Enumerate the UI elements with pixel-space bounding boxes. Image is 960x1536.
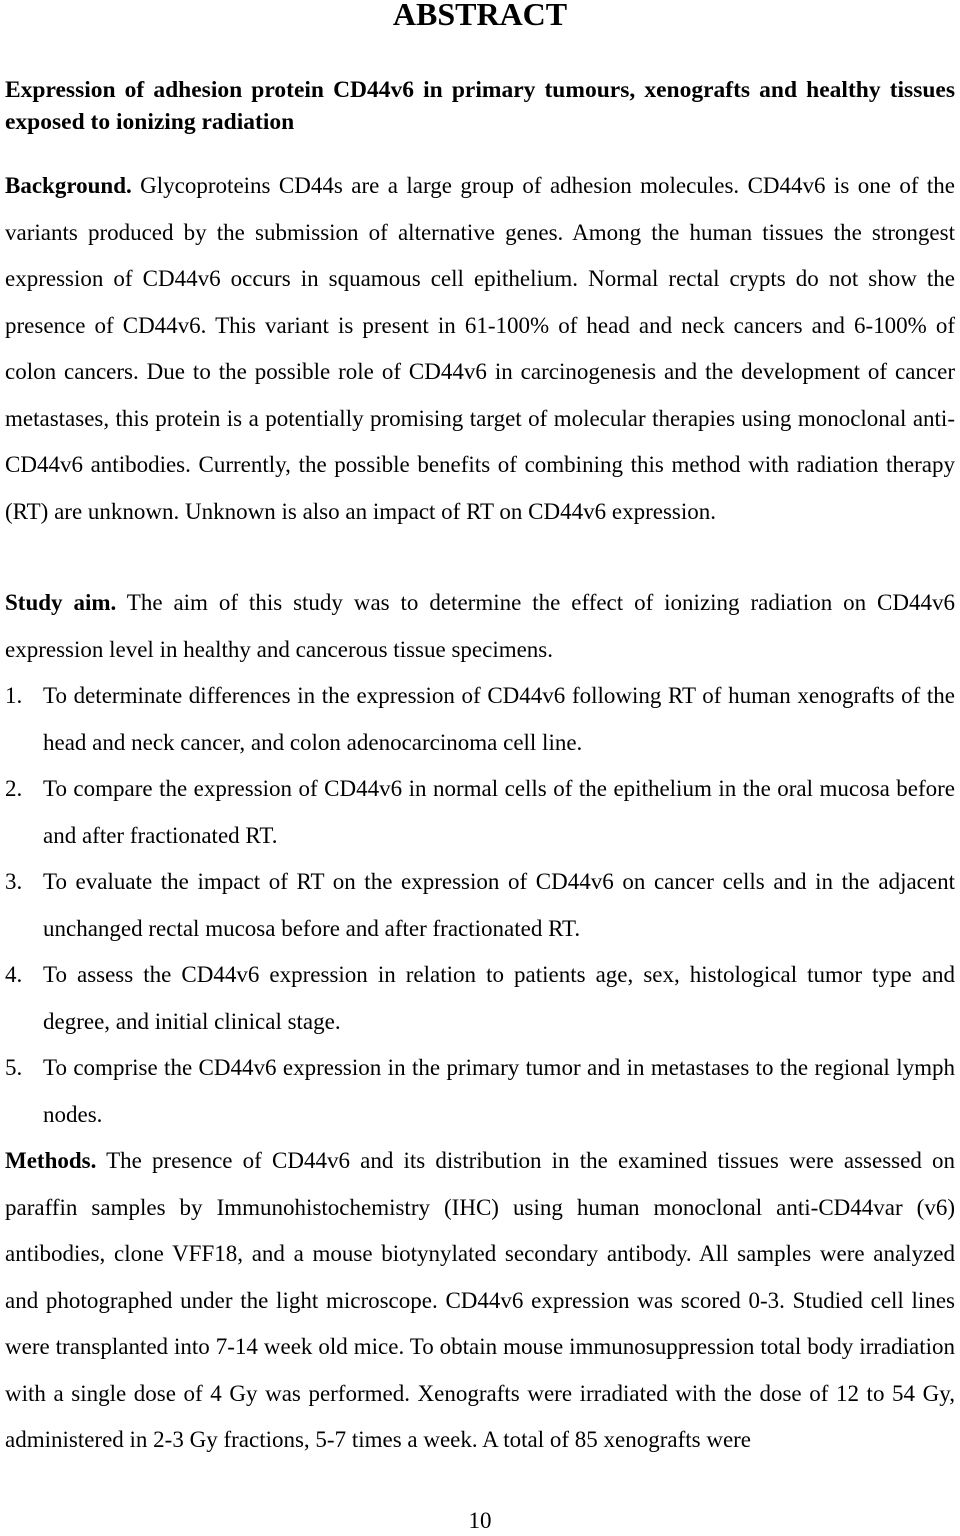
list-item-text: To comprise the CD44v6 expression in the primary tumor and in metastases to the regional lymph nodes. (43, 1055, 955, 1127)
study-aim-paragraph (5, 580, 955, 673)
methods-paragraph (5, 1138, 955, 1464)
list-item-text: To determinate differences in the expression of CD44v6 following RT of human xenografts of the head and neck cancer, and colon adenocarcinoma cell line. (43, 683, 955, 755)
abstract-heading: ABSTRACT (392, 0, 568, 32)
list-item-number: 3. (5, 869, 23, 894)
study-aim-list (5, 673, 955, 1138)
list-item-text: To assess the CD44v6 expression in relation to patients age, sex, histological tumor type and degree, and initial clinical stage. (43, 962, 955, 1034)
page-number: 10 (468, 1508, 492, 1533)
list-item (5, 673, 955, 766)
background-text: Glycoproteins CD44s are a large group of adhesion molecules. CD44v6 is one of the variants produced by the submission of alternative genes. Among the human tissues the strongest expression of CD44v6 occurs in squamous cell epithelium. Normal rectal crypts do not show the presence of CD44v6. This variant is present in 61-100% of head and neck cancers and 6-100% of colon cancers. Due to the possible role of CD44v6 in carcinogenesis and the development of cancer metastases, this protein is a potentially promising target of molecular therapies using monoclonal anti-CD44v6 antibodies. Currently, the possible benefits of combining this method with radiation therapy (RT) are unknown. Unknown is also an impact of RT on CD44v6 expression. (5, 173, 955, 524)
list-item (5, 859, 955, 952)
methods-text: The presence of CD44v6 and its distribution in the examined tissues were assessed on paraffin samples by Immunohistochemistry (IHC) using human monoclonal anti-CD44var (v6) antibodies, clone VFF18, and a mouse biotynylated secondary antibody. All samples were analyzed and photographed under the light microscope. CD44v6 expression was scored 0-3. Studied cell lines were transplanted into 7-14 week old mice. To obtain mouse immunosuppression total body irradiation with a single dose of 4 Gy was performed. Xenografts were irradiated with the dose of 12 to 54 Gy, administered in 2-3 Gy fractions, 5-7 times a week. A total of 85 xenografts were (5, 1148, 955, 1452)
list-item-text: To compare the expression of CD44v6 in normal cells of the epithelium in the oral mucosa before and after fractionated RT. (43, 776, 955, 848)
list-item (5, 766, 955, 859)
background-label: Background. (5, 173, 132, 198)
paper-title: Expression of adhesion protein CD44v6 in primary tumours, xenografts and healthy tissues exposed to ionizing radiation (5, 77, 955, 135)
study-aim-text: The aim of this study was to determine the effect of ionizing radiation on CD44v6 expression level in healthy and cancerous tissue specimens. (5, 590, 955, 662)
list-item-number: 1. (5, 683, 23, 708)
methods-label: Methods. (5, 1148, 97, 1173)
list-item-number: 4. (5, 962, 23, 987)
list-item-text: To evaluate the impact of RT on the expression of CD44v6 on cancer cells and in the adjacent unchanged rectal mucosa before and after fractionated RT. (43, 869, 955, 941)
study-aim-label: Study aim. (5, 590, 117, 615)
list-item (5, 952, 955, 1045)
background-paragraph (5, 163, 955, 535)
list-item (5, 1045, 955, 1138)
list-item-number: 5. (5, 1055, 23, 1080)
list-item-number: 2. (5, 776, 23, 801)
